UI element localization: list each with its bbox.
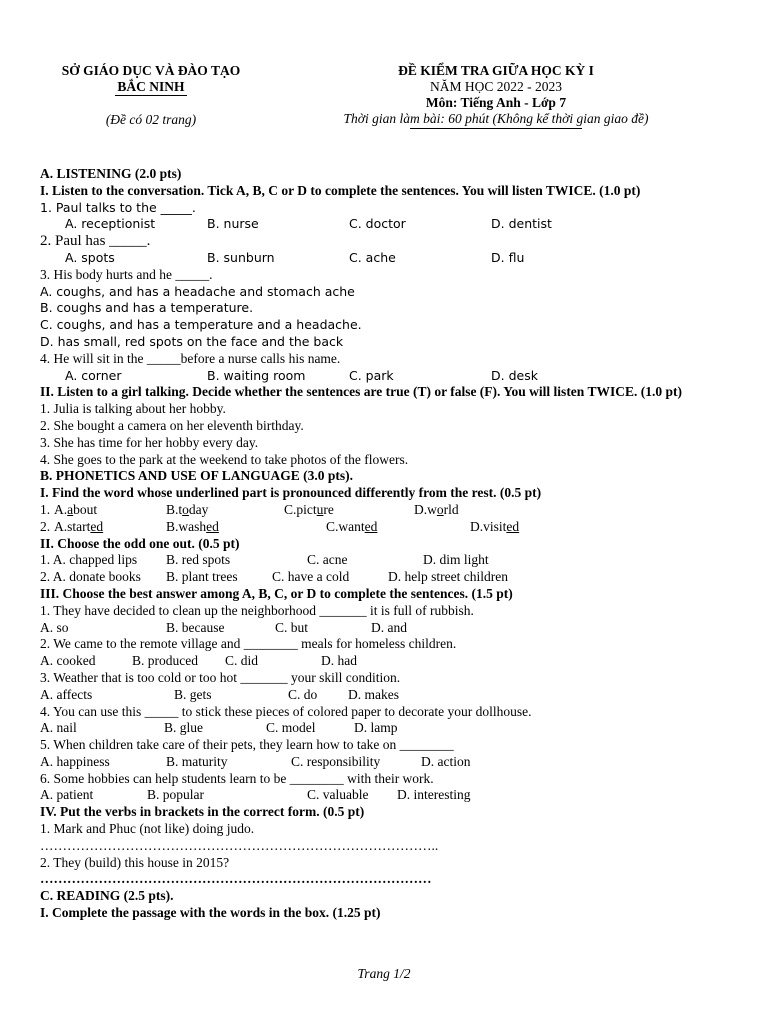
header-left [40,63,262,128]
phonetics-part4-title: IV. Put the verbs in brackets in the correct form. (0.5 pt) [40,804,365,820]
option: B. waiting room [207,367,306,383]
option: 1. A. chapped lips [40,552,138,568]
section-b-title: B. PHONETICS AND USE OF LANGUAGE (3.0 pts). [40,468,354,484]
question-text: 1. They have decided to clean up the neighborhood _______ it is full of rubbish. [40,602,474,618]
option: B. gets [174,686,212,702]
statement: 2. She bought a camera on her eleventh birthday. [40,417,304,433]
option: B. glue [164,720,203,736]
option: B. maturity [166,753,228,769]
phonetics-part1-title: I. Find the word whose underlined part is pronounced differently from the rest. (0.5 pt) [40,485,542,501]
option: C. responsibility [291,753,381,769]
option: C. doctor [349,216,406,232]
options-row [40,720,720,737]
question-text: 1. Mark and Phuc (not like) doing judo. [40,821,255,837]
option: A. coughs, and has a headache and stomach ache [40,283,355,299]
options-row [40,787,720,804]
option: B. nurse [207,216,259,232]
question-text: 4. You can use this _____ to stick these pieces of colored paper to decorate your dollhouse. [40,703,532,719]
exam-content [40,166,720,922]
option: A.about [54,501,98,517]
options-row [40,250,720,267]
exam-title: ĐỀ KIỂM TRA GIỮA HỌC KỲ I [398,63,594,78]
option: C. model [266,720,316,736]
option: A. corner [65,367,122,383]
pronunciation-row [40,502,720,519]
options-row [40,216,720,233]
option: C. acne [307,552,348,568]
option: C.wanted [326,518,378,534]
option: A. happiness [40,753,110,769]
option: A. affects [40,686,93,702]
question-text: 2. We came to the remote village and ________ meals for homeless children. [40,636,457,652]
department-name: SỞ GIÁO DỤC VÀ ĐÀO TẠO [61,63,241,78]
option: C. ache [349,249,396,265]
statement: 4. She goes to the park at the weekend to take photos of the flowers. [40,451,409,467]
option: D. desk [491,367,538,383]
section-c-title: C. READING (2.5 pts). [40,888,174,904]
province-name: BẮC NINH [117,79,185,94]
options-row [40,368,720,385]
time-note: Thời gian làm bài: 60 phút (Không kể thời gian giao đề) [343,111,649,126]
option: A.started [54,518,104,534]
option: A. patient [40,787,94,803]
page-number: Trang 1/2 [357,966,411,981]
option: A. so [40,619,69,635]
option: B. because [166,619,225,635]
listening-part2-title: II. Listen to a girl talking. Decide whether the sentences are true (T) or false (F). You will listen TWICE. (1.0 pt) [40,384,682,400]
option: A. receptionist [65,216,156,232]
question-text: 5. When children take care of their pets, they learn how to take on ________ [40,737,454,753]
option: D.world [414,501,459,517]
option: A. cooked [40,653,96,669]
option: C. but [275,619,309,635]
options-row [40,653,720,670]
question-text: 4. He will sit in the _____before a nurse calls his name. [40,350,341,366]
question-text: 6. Some hobbies can help students learn to be ________ with their work. [40,770,434,786]
option: D. interesting [397,787,471,803]
option: B. coughs and has a temperature. [40,300,254,316]
page-count-note: (Đề có 02 trang) [105,112,197,127]
option: B. popular [147,787,204,803]
options-row [40,754,720,771]
question-text: 3. His body hurts and he _____. [40,266,213,282]
odd-one-row [40,569,720,586]
listening-part1-title: I. Listen to the conversation. Tick A, B, C or D to complete the sentences. You will listen TWICE. (1.0 pt) [40,182,641,198]
answer-line: …………………………………………………………………………….. [40,837,439,853]
option: C. park [349,367,394,383]
option: C. did [225,653,259,669]
option: D. had [321,653,357,669]
option: B.washed [166,518,219,534]
question-number: 2. [40,518,51,534]
option: D. dim light [423,552,489,568]
option: D. has small, red spots on the face and the back [40,333,344,349]
option: 2. A. donate books [40,569,141,585]
header-right [290,63,702,129]
options-row [40,620,720,637]
option: B.today [166,501,209,517]
question-text: 1. Paul talks to the _____. [40,199,196,215]
option: B. plant trees [166,569,238,585]
option: C. valuable [307,787,369,803]
pronunciation-row [40,519,720,536]
option: D. dentist [491,216,552,232]
subject-line: Môn: Tiếng Anh - Lớp 7 [425,95,567,110]
question-text: 3. Weather that is too cold or too hot _______ your skill condition. [40,669,401,685]
option: D. and [371,619,407,635]
option: D. flu [491,249,525,265]
option: C. do [288,686,318,702]
reading-part1-title: I. Complete the passage with the words in the box. (1.25 pt) [40,905,381,921]
question-text: 2. They (build) this house in 2015? [40,854,230,870]
option: C. coughs, and has a temperature and a headache. [40,317,362,333]
option: D.visited [470,518,520,534]
options-row [40,687,720,704]
phonetics-part3-title: III. Choose the best answer among A, B, C, or D to complete the sentences. (1.5 pt) [40,585,513,601]
option: A. spots [65,249,115,265]
school-year: NĂM HỌC 2022 - 2023 [429,79,562,94]
statement: 3. She has time for her hobby every day. [40,434,259,450]
phonetics-part2-title: II. Choose the odd one out. (0.5 pt) [40,535,240,551]
section-a-title: A. LISTENING (2.0 pts) [40,166,182,181]
option: A. nail [40,720,77,736]
answer-line: …………………………………………………………………………… [40,871,432,887]
option: B. red spots [166,552,231,568]
odd-one-row [40,552,720,569]
question-text: 2. Paul has _____. [40,233,151,250]
statement: 1. Julia is talking about her hobby. [40,401,226,417]
option: D. makes [348,686,399,702]
option: C.picture [284,501,334,517]
option: B. produced [132,653,198,669]
option: B. sunburn [207,249,275,265]
question-number: 1. [40,501,51,517]
option: D. help street children [388,569,508,585]
header-rule [410,128,582,129]
option: C. have a cold [272,569,350,585]
option: D. lamp [354,720,398,736]
option: D. action [421,753,471,769]
